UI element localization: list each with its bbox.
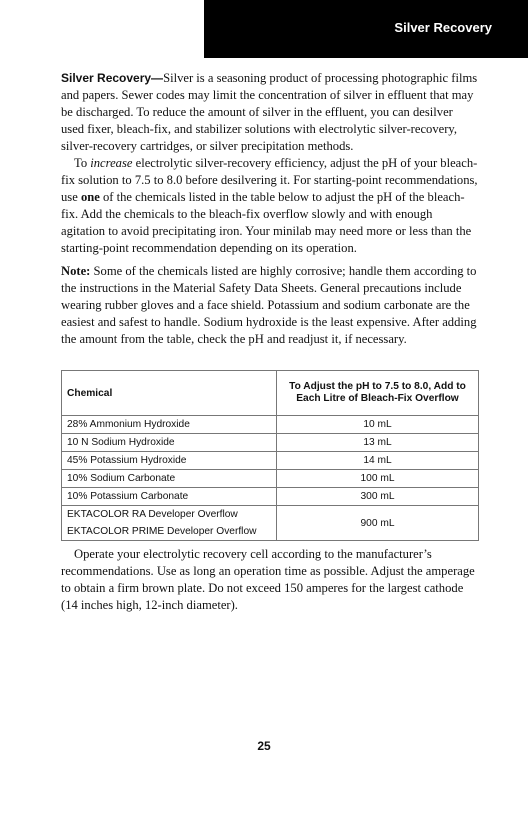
page-number: 25 [257,739,271,753]
paragraph-operation: Operate your electrolytic recovery cell according to the manufacturer’s recommendations. Use as long an operation time as possible. Adjust the amperage to obtain a firm brown plate. Do not exceed 150 amperes for the largest cathode (14 inches high, 12-inch diameter). [61,547,475,612]
table-row-merged [62,506,479,541]
cell-amount: 13 mL [277,434,479,452]
cell-chemical: 10% Potassium Carbonate [62,488,277,506]
lead-heading: Silver Recovery— [61,71,164,85]
table-row [62,470,479,488]
cell-amount: 100 mL [277,470,479,488]
table-header-row [62,371,479,416]
emphasis-one: one [80,190,100,204]
body-text [61,70,479,348]
text-segment: electrolytic silver-recovery efficiency, adjust the pH of your bleach-fix solution to 7.5 to 8.0 before desilvering it. For starting-point recommendations, use [61,156,478,204]
body-text-after-table [61,546,479,614]
chemical-table [61,370,479,541]
paragraph-ph-adjust [61,155,479,257]
merged-chemical-1: EKTACOLOR RA Developer Overflow [67,509,238,520]
cell-chemical: 45% Potassium Hydroxide [62,452,277,470]
cell-chemical: 28% Ammonium Hydroxide [62,416,277,434]
intro-text: Silver is a seasoning product of processing photographic films and papers. Sewer codes may limit the concentration of silver in effluent that may be discharged. To reduce the amount of silver in the effluent, you can desilver used fixer, bleach-fix, and stabilizer solutions with electrolytic silver-recovery, silver-recovery cartridges, or silver precipitation methods. [61,71,478,153]
cell-amount: 300 mL [277,488,479,506]
text-segment: of the chemicals listed in the table below to adjust the pH of the bleach-fix. Add the chemicals to the bleach-fix overflow slowly and with enough agitation to avoid precipitating iron. Your minilab may need more or less than the starting-point recommendation depending on its operation. [61,190,472,255]
cell-chemical-merged [62,506,277,541]
header-chemical: Chemical [62,371,277,416]
text-segment: To [74,156,91,170]
cell-amount-merged: 900 mL [277,506,479,541]
cell-chemical: 10% Sodium Carbonate [62,470,277,488]
table-row [62,488,479,506]
cell-chemical: 10 N Sodium Hydroxide [62,434,277,452]
table-row [62,434,479,452]
table-row [62,452,479,470]
header-bar [204,0,528,58]
note-paragraph [61,263,479,348]
cell-amount: 14 mL [277,452,479,470]
paragraph-intro [61,70,479,155]
note-label: Note: [61,264,91,278]
emphasis-increase: increase [90,156,133,170]
section-title: Silver Recovery [394,20,492,35]
header-amount: To Adjust the pH to 7.5 to 8.0, Add to Each Litre of Bleach-Fix Overflow [277,371,479,416]
merged-chemical-2: EKTACOLOR PRIME Developer Overflow [67,526,257,537]
note-text: Some of the chemicals listed are highly corrosive; handle them according to the instructions in the Material Safety Data Sheets. General precautions include wearing rubber gloves and a face shield. Potassium and sodium carbonate are the easiest and safest to handle. Sodium hydroxide is the least expensive. After adding the amount from the table, check the pH and readjust it, if necessary. [61,264,477,346]
cell-amount: 10 mL [277,416,479,434]
table-row [62,416,479,434]
